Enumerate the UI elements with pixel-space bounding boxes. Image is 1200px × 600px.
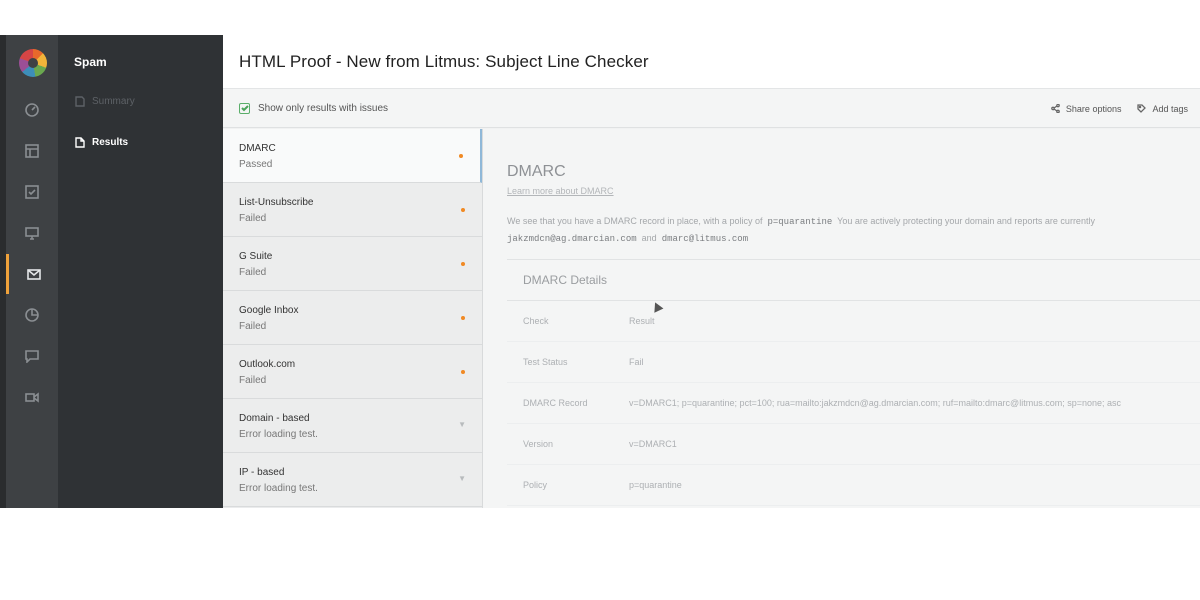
- nav-checklist[interactable]: [6, 172, 58, 212]
- details-row: [507, 342, 1200, 383]
- pie-chart-icon: [25, 308, 39, 322]
- status-dot-icon: [461, 208, 465, 212]
- description-text: We see that you have a DMARC record in place, with a policy of: [507, 216, 763, 226]
- add-tags-label: Add tags: [1152, 103, 1188, 114]
- policy-code: p=quarantine: [767, 217, 833, 227]
- details-row: [507, 301, 1200, 342]
- gauge-icon: [25, 103, 39, 117]
- tag-icon: [1137, 104, 1146, 113]
- result-item-ip-based[interactable]: [223, 453, 482, 507]
- result-status: Passed: [239, 159, 273, 170]
- result-status: Failed: [239, 213, 267, 224]
- result-name: Domain - based: [239, 413, 310, 424]
- detail-title: DMARC: [507, 163, 566, 180]
- detail-description: [507, 213, 1200, 247]
- result-item-dmarc[interactable]: [223, 129, 482, 183]
- details-value: p=quarantine: [629, 480, 682, 490]
- details-row: [507, 383, 1200, 424]
- result-name: Outlook.com: [239, 359, 296, 370]
- result-status: Failed: [239, 321, 267, 332]
- issues-filter-checkbox[interactable]: [239, 103, 250, 114]
- dmarc-details-table: [507, 259, 1200, 506]
- result-item-outlook[interactable]: [223, 345, 482, 399]
- icon-rail: [0, 35, 58, 508]
- subnav-item-label: Summary: [92, 95, 135, 107]
- report-email: jakzmdcn@ag.dmarcian.com: [507, 234, 637, 244]
- chevron-down-icon: ▼: [458, 474, 466, 483]
- nav-previews[interactable]: [6, 213, 58, 253]
- result-name: IP - based: [239, 467, 285, 478]
- result-detail: [483, 129, 1200, 508]
- result-status: Error loading test.: [239, 429, 318, 440]
- checkmark-icon: [241, 104, 249, 112]
- details-value: v=DMARC1: [629, 439, 677, 449]
- nav-video[interactable]: [6, 377, 58, 417]
- description-text: You are actively protecting your domain and reports are currently: [837, 216, 1095, 226]
- nav-dashboard[interactable]: [6, 90, 58, 130]
- subnav-item-label: Results: [92, 136, 129, 148]
- share-options-label: Share options: [1065, 103, 1122, 114]
- document-icon: [75, 96, 85, 107]
- result-name: DMARC: [239, 143, 276, 154]
- result-status: Failed: [239, 267, 267, 278]
- result-item-list-unsubscribe[interactable]: [223, 183, 482, 237]
- page-title: HTML Proof - New from Litmus: Subject Line Checker: [239, 51, 649, 71]
- results-content: [223, 129, 1200, 508]
- details-label: Policy: [523, 480, 548, 490]
- nav-spam[interactable]: [6, 254, 58, 294]
- section-nav: [58, 35, 223, 508]
- learn-more-link[interactable]: Learn more about DMARC: [507, 186, 614, 196]
- chevron-down-icon: ▼: [458, 420, 466, 429]
- results-toolbar: [223, 89, 1200, 128]
- status-dot-icon: [461, 262, 465, 266]
- result-status: Failed: [239, 375, 267, 386]
- and-text: and: [641, 233, 657, 243]
- document-icon: [75, 137, 85, 148]
- monitor-icon: [25, 226, 39, 240]
- results-list: [223, 129, 483, 508]
- app-window: [0, 35, 1200, 508]
- result-name: Google Inbox: [239, 305, 299, 316]
- result-item-google-inbox[interactable]: [223, 291, 482, 345]
- main-panel: [223, 35, 1200, 508]
- result-name: G Suite: [239, 251, 273, 262]
- page-header: [223, 35, 1200, 89]
- details-label: Check: [523, 316, 549, 326]
- subnav-item-summary[interactable]: [58, 93, 223, 109]
- layout-icon: [25, 144, 39, 158]
- details-row: [507, 424, 1200, 465]
- result-item-domain-based[interactable]: [223, 399, 482, 453]
- nav-comments[interactable]: [6, 336, 58, 376]
- details-label: Version: [523, 439, 554, 449]
- chat-icon: [25, 349, 39, 363]
- report-email: dmarc@litmus.com: [661, 234, 749, 244]
- details-heading: DMARC Details: [507, 260, 1200, 301]
- share-icon: [1051, 104, 1060, 113]
- details-value: Result: [629, 316, 655, 326]
- status-dot-icon: [461, 370, 465, 374]
- toolbar-actions: [1035, 89, 1188, 128]
- subnav-item-results[interactable]: [58, 134, 223, 150]
- details-value: Fail: [629, 357, 644, 367]
- nav-builder[interactable]: [6, 131, 58, 171]
- nav-analytics[interactable]: [6, 295, 58, 335]
- details-label: Test Status: [523, 357, 568, 367]
- status-dot-icon: [459, 154, 463, 158]
- result-name: List-Unsubscribe: [239, 197, 314, 208]
- video-camera-icon: [25, 390, 39, 404]
- details-value: v=DMARC1; p=quarantine; pct=100; rua=mailto:jakzmdcn@ag.dmarcian.com; ruf=mailto:dmarc@litmus.com; sp=none; asc: [629, 398, 1121, 408]
- details-label: DMARC Record: [523, 398, 588, 408]
- mail-icon: [27, 267, 41, 281]
- result-item-g-suite[interactable]: [223, 237, 482, 291]
- share-options-button[interactable]: [1051, 104, 1122, 114]
- litmus-logo[interactable]: [19, 49, 47, 77]
- result-status: Error loading test.: [239, 483, 318, 494]
- section-title: Spam: [74, 55, 107, 69]
- add-tags-button[interactable]: [1137, 104, 1188, 114]
- checklist-icon: [25, 185, 39, 199]
- details-row: [507, 465, 1200, 506]
- status-dot-icon: [461, 316, 465, 320]
- issues-filter-label[interactable]: Show only results with issues: [258, 102, 389, 114]
